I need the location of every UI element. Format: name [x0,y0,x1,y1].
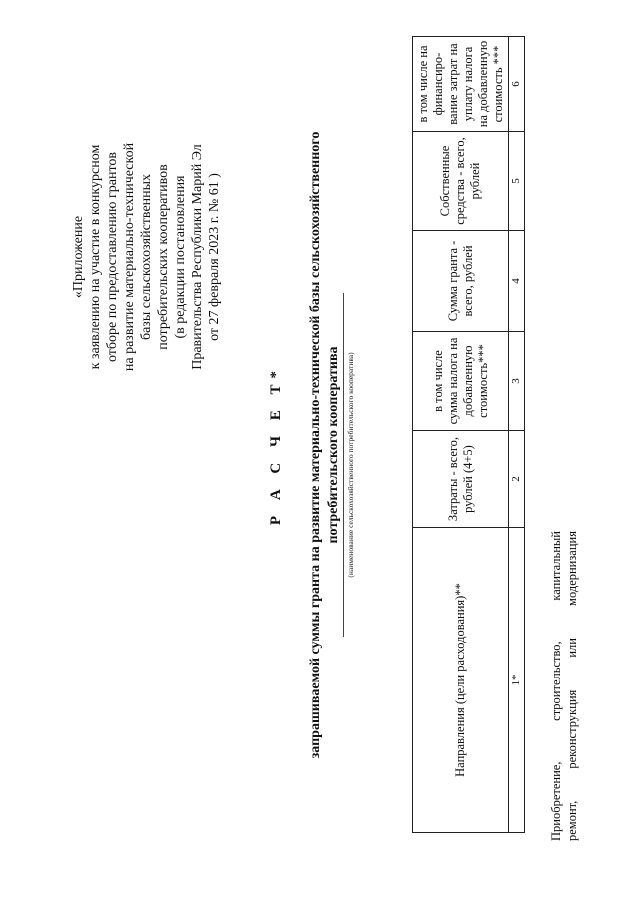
title-main: Р А С Ч Е Т* [268,364,284,526]
first-row-text [548,531,580,841]
first-row-line2: ремонт, реконструкция или модернизация [565,531,579,841]
header-own-funds: Собственные средства - всего, рублей [413,132,509,231]
appendix-line: (в редакции постановления [173,175,188,339]
appendix-note [70,27,223,487]
calculation-table [412,36,525,833]
appendix-line: базы сельскохозяйственных [139,173,154,341]
appendix-line: потребительских кооперативов [156,164,171,350]
header-total-costs: Затраты - всего, рублей (4+5) [413,431,509,528]
table-number-row [509,37,525,833]
appendix-line: «Приложение [71,215,86,299]
column-number: 2 [509,431,525,528]
title-subtitle-line2: потребительского кооператива [326,346,341,544]
header-directions: Направления (цели расходования)** [413,528,509,833]
header-vat-financing: в том числе на финансиро-вание затрат на уплату налога на добавленную стоимость *** [413,37,509,132]
appendix-line: Правительства Республики Марий Эл [190,144,205,370]
appendix-line: на развитие материально-технической [122,142,137,372]
column-number: 6 [509,37,525,132]
header-vat-amount: в том числе сумма налога на добавленную стоимость*** [413,332,509,431]
appendix-line: к заявлению на участие в конкурсном [88,144,103,370]
table-header-row [413,37,509,833]
column-number: 3 [509,332,525,431]
header-grant-sum: Сумма гранта - всего, рублей [413,231,509,332]
column-number: 1* [509,528,525,833]
column-number: 5 [509,132,525,231]
cooperative-name-field[interactable] [343,293,344,637]
first-row-line1: Приобретение, строительство, капитальный [549,531,563,841]
column-number: 4 [509,231,525,332]
title-subtitle-line1: запрашиваемой суммы гранта на развитие материально-технической базы сельскохозяйственного [308,131,323,759]
appendix-date-number: от 27 февраля 2023 г. № 61 ) [207,173,222,341]
document-title [268,15,343,875]
appendix-line: отборе по предоставлению грантов [105,151,120,363]
cooperative-name-caption: (наименование сельскохозяйственного потребительского кооператива) [346,352,355,578]
